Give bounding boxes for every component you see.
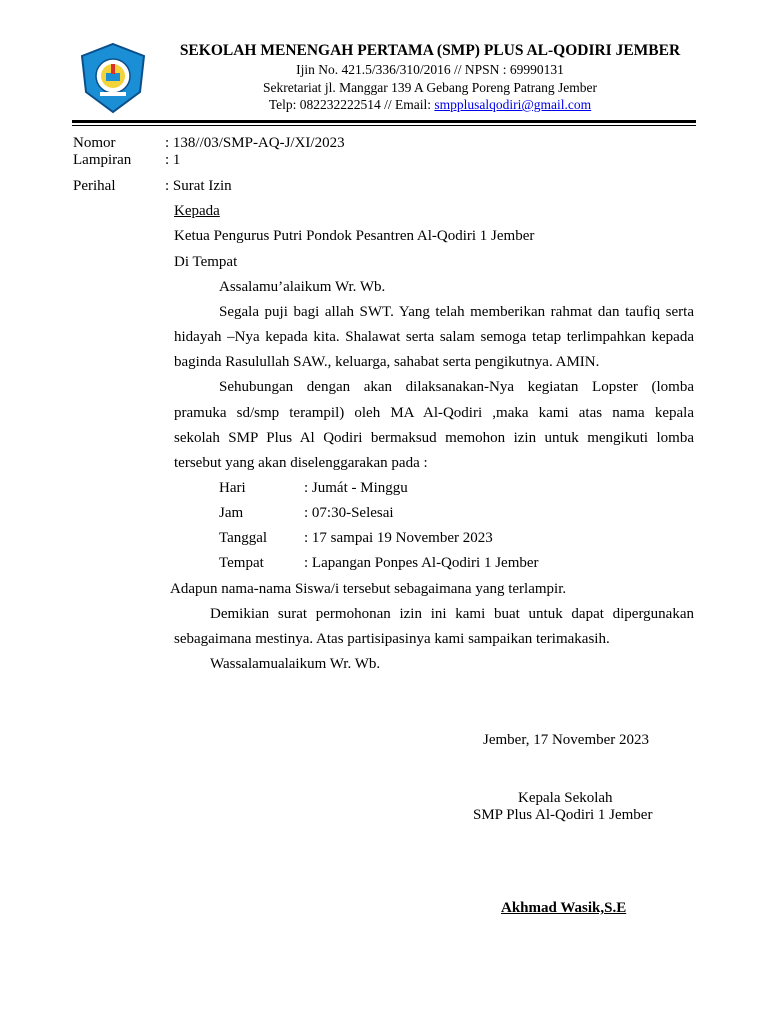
attachment-note: Adapun nama-nama Siswa/i tersebut sebagaimana yang terlampir. [170,581,567,597]
perihal-value: : Surat Izin [165,178,232,194]
lampiran-value: : 1 [165,152,181,168]
detail-value-jam: : 07:30-Selesai [304,505,394,521]
detail-label-hari: Hari [219,480,246,496]
farewell: Wassalamualaikum Wr. Wb. [210,656,381,672]
school-logo-icon [78,42,148,114]
detail-label-tempat: Tempat [219,555,264,571]
paragraph-2-line-1: Sehubungan dengan akan dilaksanakan-Nya kegiatan Lopster (lomba [219,379,694,395]
perihal-label: Perihal [73,178,116,194]
paragraph-2-line-2: pramuka sd/smp terampil) oleh MA Al-Qodiri ,maka kami atas nama kepala [174,405,694,421]
paragraph-1-line-2: hidayah –Nya kepada kita. Shalawat serta salam semoga tetap terlimpahkan kepada [174,329,694,345]
nomor-value: : 138//03/SMP-AQ-J/XI/2023 [165,135,345,151]
school-name: SEKOLAH MENENGAH PERTAMA (SMP) PLUS AL-QODIRI JEMBER [179,42,681,59]
closing-line-1: Demikian surat permohonan izin ini kami buat untuk dapat dipergunakan [210,606,694,622]
paragraph-1-line-1: Segala puji bagi allah SWT. Yang telah memberikan rahmat dan taufiq serta [219,304,694,320]
detail-label-jam: Jam [219,505,244,521]
detail-label-tanggal: Tanggal [219,530,268,546]
detail-value-hari: : Jumát - Minggu [304,480,408,496]
email-link[interactable]: smpplusalqodiri@gmail.com [434,97,592,112]
letter-date: Jember, 17 November 2023 [483,732,650,748]
closing-line-2: sebagaimana mestinya. Atas partisipasinya kami sampaikan terimakasih. [174,631,610,647]
detail-value-tempat: : Lapangan Ponpes Al-Qodiri 1 Jember [304,555,539,571]
signatory-institution: SMP Plus Al-Qodiri 1 Jember [473,807,653,823]
recipient-place: Di Tempat [174,254,238,270]
header-divider-thick [72,120,696,123]
license-line: Ijin No. 421.5/336/310/2016 // NPSN : 69990131 [296,62,564,77]
contact-line [160,97,700,113]
contact-phone: Telp: 082232222514 // Email: [268,97,435,112]
paragraph-2-line-4: tersebut yang akan diselenggarakan pada : [174,455,428,471]
paragraph-2-line-3: sekolah SMP Plus Al Qodiri bermaksud memohon izin untuk mengikuti lomba [174,430,694,446]
detail-value-tanggal: : 17 sampai 19 November 2023 [304,530,493,546]
lampiran-label: Lampiran [73,152,132,168]
address-line: Sekretariat jl. Manggar 139 A Gebang Poreng Patrang Jember [262,80,598,95]
signatory-role: Kepala Sekolah [518,790,613,806]
paragraph-1-line-3: baginda Rasulullah SAW., keluarga, sahabat serta pengikutnya. AMIN. [174,354,600,370]
header-divider-thin [72,125,696,126]
recipient-name: Ketua Pengurus Putri Pondok Pesantren Al-Qodiri 1 Jember [174,228,535,244]
greeting: Assalamu’alaikum Wr. Wb. [219,279,386,295]
nomor-label: Nomor [73,135,116,151]
kepada-heading: Kepada [174,203,220,219]
signatory-name: Akhmad Wasik,S.E [501,900,627,916]
